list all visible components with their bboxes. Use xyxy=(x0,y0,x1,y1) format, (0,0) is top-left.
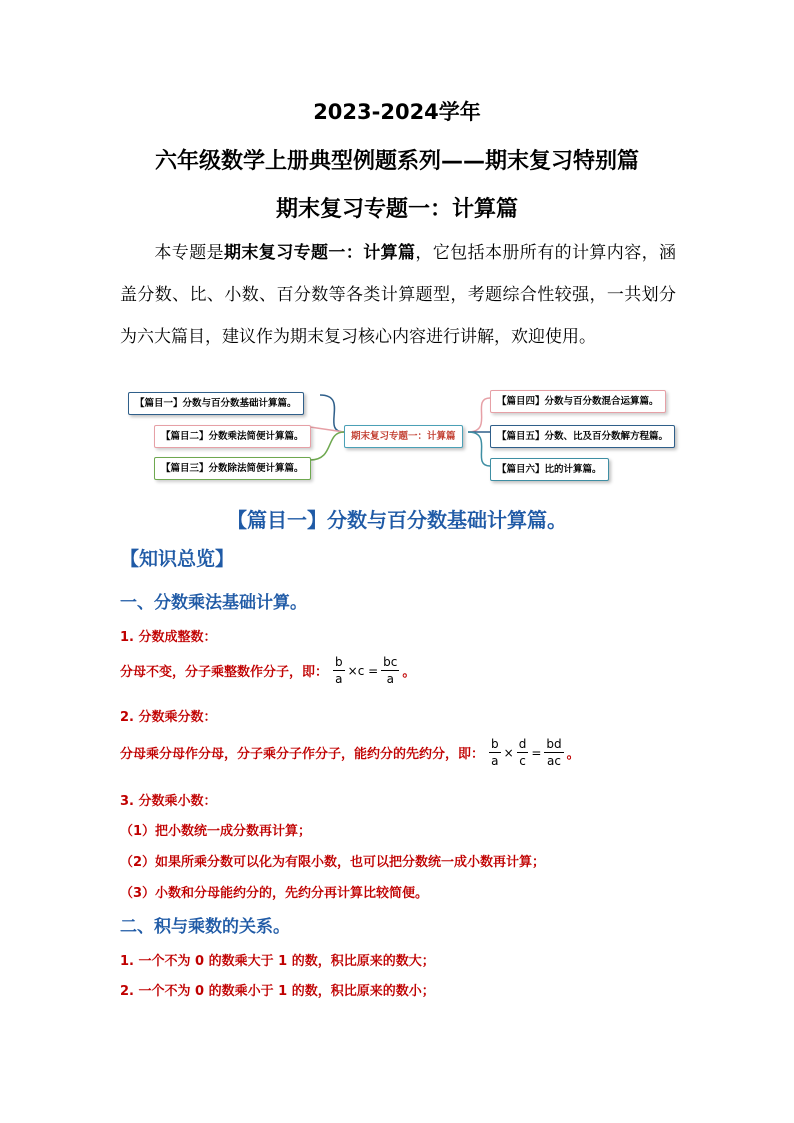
intro-part2: ，它包括本册所有的计算内容，涵盖分数、比、小数、百分数等各类计算题型，考题综合性较强，一共划分为六大篇目，建议作为期末复习核心内容进行讲解，欢迎使用。 xyxy=(120,243,677,347)
mindmap-node-1: 【篇目一】分数与百分数基础计算篇。 xyxy=(128,392,304,415)
relation-2: 2. 一个不为 0 的数乘小于 1 的数，积比原来的数小； xyxy=(120,984,435,999)
f1-num1: b xyxy=(335,655,343,669)
mindmap-node-3: 【篇目三】分数除法简便计算篇。 xyxy=(154,457,311,480)
item1-line xyxy=(120,654,415,687)
mindmap-node-6: 【篇目六】比的计算篇。 xyxy=(490,458,609,481)
f2-op2: = xyxy=(531,745,542,760)
item2-formula xyxy=(488,736,565,769)
f1-den2: a xyxy=(386,672,394,686)
f2-den1: a xyxy=(491,754,499,768)
heading-product-relation: 二、积与乘数的关系。 xyxy=(120,917,290,937)
heading-fraction-multiplication: 一、分数乘法基础计算。 xyxy=(120,593,307,613)
f1-op1: ×c = xyxy=(347,663,379,678)
year-title: 2023-2024学年 xyxy=(313,100,481,124)
topic-title: 期末复习专题一：计算篇 xyxy=(275,197,518,222)
item1-text: 分母不变，分子乘整数作分子，即： xyxy=(120,665,329,680)
f1-num2: bc xyxy=(383,655,398,669)
mindmap-node-5: 【篇目五】分数、比及百分数解方程篇。 xyxy=(490,425,675,448)
item3-sub1: （1）把小数统一成分数再计算； xyxy=(120,824,312,839)
item2-title: 2. 分数乘分数： xyxy=(120,710,217,725)
f2-num2: d xyxy=(518,737,527,751)
intro-paragraph xyxy=(120,232,676,358)
f2-num3: bd xyxy=(546,737,562,751)
item3-sub2: （2）如果所乘分数可以化为有限小数，也可以把分数统一成小数再计算； xyxy=(120,855,546,870)
item2-line xyxy=(120,736,580,769)
f2-den2: c xyxy=(519,754,526,768)
item2-text: 分母乘分母作分母，分子乘分子作分子，能约分的先约分，即： xyxy=(120,747,485,762)
item2-period: 。 xyxy=(566,747,580,762)
f2-num1: b xyxy=(491,737,499,751)
item3-sub3: （3）小数和分母能约分的，先约分再计算比较简便。 xyxy=(120,886,429,901)
mindmap-node-4: 【篇目四】分数与百分数混合运算篇。 xyxy=(490,390,666,413)
relation-1: 1. 一个不为 0 的数乘大于 1 的数，积比原来的数大； xyxy=(120,954,435,969)
series-title: 六年级数学上册典型例题系列——期末复习特别篇 xyxy=(154,149,639,174)
intro-part1: 本专题是 xyxy=(154,243,224,263)
f2-op1: × xyxy=(503,745,514,760)
item1-formula xyxy=(332,654,400,687)
f1-den1: a xyxy=(335,672,343,686)
mindmap-center: 期末复习专题一：计算篇 xyxy=(344,425,463,448)
intro-bold: 期末复习专题一：计算篇 xyxy=(224,243,416,263)
f2-den3: ac xyxy=(547,754,561,768)
mindmap xyxy=(120,380,700,490)
mindmap-node-2: 【篇目二】分数乘法简便计算篇。 xyxy=(154,425,311,448)
item3-title: 3. 分数乘小数： xyxy=(120,794,217,809)
item1-title: 1. 分数成整数： xyxy=(120,630,217,645)
knowledge-overview: 【知识总览】 xyxy=(120,548,235,570)
item1-period: 。 xyxy=(402,665,416,680)
section-title: 【篇目一】分数与百分数基础计算篇。 xyxy=(227,508,567,532)
